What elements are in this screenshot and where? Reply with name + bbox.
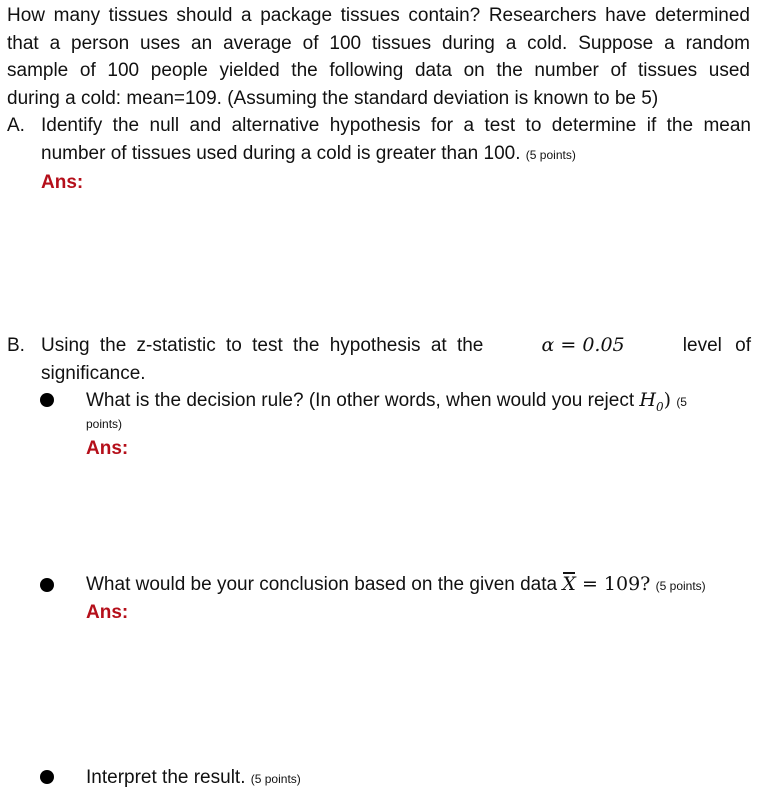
bullet-dot-2 xyxy=(40,578,54,592)
bullet-dot-1 xyxy=(40,393,54,407)
part-a-question xyxy=(41,112,751,197)
bullet-2-answer-label: Ans: xyxy=(86,602,129,623)
part-a-line-2-text: number of tissues used during a cold is greater than 100. xyxy=(41,142,521,164)
part-a-points: (5 points) xyxy=(525,147,576,162)
bullet-3 xyxy=(86,764,766,794)
bullet-1-answer-label: Ans: xyxy=(86,438,129,459)
part-b-question xyxy=(41,332,751,387)
intro-line-3: sample of 100 people yielded the following data on the number of tissues used xyxy=(7,60,750,81)
h0-close-paren: ) xyxy=(663,389,672,411)
part-b-line-2: significance. xyxy=(41,362,146,384)
bullet-3-text: Interpret the result. xyxy=(86,767,246,788)
part-a-letter: A. xyxy=(7,115,25,136)
alpha-value: α = 0.05 xyxy=(541,334,625,356)
bullet-1-text: What is the decision rule? (In other words, when would you reject xyxy=(86,390,635,411)
bullet-1-points-a: (5 xyxy=(676,395,687,409)
part-a-line-2 xyxy=(41,140,751,170)
bullet-3-points: (5 points) xyxy=(250,772,301,786)
part-b-letter: B. xyxy=(7,335,25,356)
h0-symbol: $H_0$ xyxy=(639,389,664,414)
bullet-2 xyxy=(86,571,766,601)
x-bar-symbol: X xyxy=(562,571,576,599)
part-b-pre: Using the z-statistic to test the hypothesis at the xyxy=(41,335,484,356)
intro-line-4: during a cold: mean=109. (Assuming the standard deviation is known to be 5) xyxy=(7,87,659,109)
part-a-line-1: Identify the null and alternative hypothesis for a test to determine if the mean xyxy=(41,115,751,136)
part-b-post: level of xyxy=(682,335,751,356)
bullet-1-points-b: points) xyxy=(86,417,123,431)
x-bar-value: = 109? xyxy=(575,573,651,595)
bullet-2-points: (5 points) xyxy=(655,579,706,593)
intro-line-2: that a person uses an average of 100 tissues during a cold. Suppose a random xyxy=(7,32,750,54)
intro-paragraph xyxy=(7,2,750,112)
bullet-1 xyxy=(86,387,766,421)
part-a-answer-label: Ans: xyxy=(41,172,84,193)
bullet-2-text: What would be your conclusion based on the given data xyxy=(86,574,558,595)
part-b-line-1 xyxy=(41,332,751,360)
intro-line-1: How many tissues should a package tissues contain? Researchers have determined xyxy=(7,5,750,26)
bullet-dot-3 xyxy=(40,770,54,784)
